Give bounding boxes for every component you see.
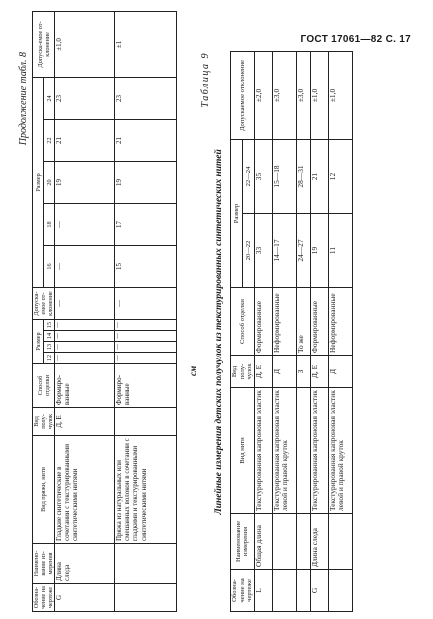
cell-product: Д, Е [254,356,272,388]
cell-size: 21 [310,139,328,213]
col-size: Размер [231,139,243,287]
cell-tol-a: — [55,288,115,320]
cell-size: 12 [328,139,352,213]
cell-method: Неформированные [328,288,352,356]
cell-product: Д, Е [310,356,328,388]
size-12: 12 [44,353,55,364]
table-row [272,51,296,611]
cell-size: 24—27 [296,214,310,288]
cell-size: 14—17 [272,214,296,288]
col-name: Наимено-вание из-мерения [33,544,55,584]
size-18: 18 [44,204,55,246]
col-name: Наименование измерения [231,514,255,570]
cell-yarn [296,388,310,514]
table-8 [32,11,177,612]
cell-b: 21 [115,120,177,162]
cell-size: 19 [310,214,328,288]
size-15: 15 [44,320,55,331]
cell-yarn: Пряжа из натуральных или смешанных волокон в сочетании с гладкими и текстурированными синтетическими нитями [115,436,177,544]
unit-label: см [188,365,198,376]
cell-tol-a: — [115,288,177,320]
cell-product: Д [272,356,296,388]
cell-size: 28—31 [296,139,310,213]
col-yarn: Вид нити [231,388,255,514]
col-product: Вид полу-чулок [231,356,255,388]
cell-yarn: Текстурированная капроновая эластик левой и правой круток [328,388,352,514]
cell-tol-b: ±1,0 [55,11,115,77]
size-20: 20 [44,162,55,204]
size-14: 14 [44,331,55,342]
cell-product: З [296,356,310,388]
cell-symbol: L [254,570,272,612]
cell-b: 23 [115,77,177,119]
cell-name: Общая длина [254,514,272,570]
cell-method: Неформированные [272,288,296,356]
cell-a: — [55,320,115,331]
cell-symbol [296,570,310,612]
size-24: 24 [44,77,55,119]
col-symbol: Обозна-чение на чертеже [33,584,55,612]
cell-yarn: Текстурированная капроновая эластик [254,388,272,514]
cell-name [115,544,177,584]
cell-method: Формированные [310,288,328,356]
cell-size: 15—18 [272,139,296,213]
cell-tol-b: ±1 [115,11,177,77]
table8-caption: Продолжение табл. 8 [18,52,29,146]
cell-size: 33 [254,214,272,288]
cell-b: 17 [115,204,177,246]
cell-b: — [55,204,115,246]
cell-size: 11 [328,214,352,288]
size-22: 22 [44,120,55,162]
cell-method: Формиро-ванные [115,364,177,408]
cell-a: — [55,342,115,353]
size-13: 13 [44,342,55,353]
cell-tol: ±3,0 [296,51,310,139]
cell-symbol: G [310,570,328,612]
cell-method: Формиро-ванные [55,364,115,408]
cell-method: Формированные [254,288,272,356]
page-header: ГОСТ 17061—82 С. 17 [300,34,411,45]
cell-a: — [115,342,177,353]
col-size-b: Размер [33,77,44,287]
size-22-24: 22—24 [242,139,254,213]
cell-b: — [55,246,115,288]
col-method: Способ отделки [231,288,255,356]
cell-b: 15 [115,246,177,288]
col-tol: Допускаемое отклонение [231,51,255,139]
cell-name: Длина следа [310,514,328,570]
col-method: Способ отделки [33,364,55,408]
cell-product [115,408,177,436]
cell-name [272,514,296,570]
table-row [310,51,328,611]
table-row [55,11,115,611]
cell-method: То же [296,288,310,356]
table-9 [230,51,353,612]
cell-yarn: Текстурированная капроновая эластик [310,388,328,514]
col-size-a: Размер [33,320,44,364]
cell-tol: ±1,0 [310,51,328,139]
table-row [115,11,177,611]
cell-product: Д, Е [55,408,115,436]
cell-name [296,514,310,570]
size-16: 16 [44,246,55,288]
cell-a: — [55,353,115,364]
cell-tol: ±3,0 [272,51,296,139]
table-row [254,51,272,611]
col-yarn: Вид пряжи, нити [33,436,55,544]
cell-b: 19 [115,162,177,204]
cell-name [328,514,352,570]
cell-b: 23 [55,77,115,119]
cell-a: — [55,331,115,342]
cell-a: — [115,320,177,331]
cell-yarn: Текстурированная капроновая эластик левой и правой круток [272,388,296,514]
col-product: Вид полу-чулок [33,408,55,436]
cell-b: 21 [55,120,115,162]
cell-symbol [115,584,177,612]
cell-symbol: G [55,584,115,612]
cell-b: 19 [55,162,115,204]
size-20-22: 20—22 [242,214,254,288]
cell-symbol [328,570,352,612]
cell-tol: ±1,0 [328,51,352,139]
cell-product: Д [328,356,352,388]
col-tol-b: Допуска-емое от-клонение [33,11,55,77]
cell-size: 35 [254,139,272,213]
cell-name: Длина следа [55,544,115,584]
col-tol-a: Допуска-емое от-клонение [33,288,55,320]
table-row [328,51,352,611]
table9-title: Линейные измерения детских получулок из текстурированных синтетических нитей [214,149,224,515]
table9-caption: Таблица 9 [200,52,211,108]
cell-yarn: Гладкие синтетические в сочетании с текстурированными синтетическими нитями [55,436,115,544]
table-row [296,51,310,611]
cell-tol: ±2,0 [254,51,272,139]
cell-symbol [272,570,296,612]
cell-a: — [115,331,177,342]
col-symbol: Обозна-чение на чертеже [231,570,255,612]
cell-a: — [115,353,177,364]
